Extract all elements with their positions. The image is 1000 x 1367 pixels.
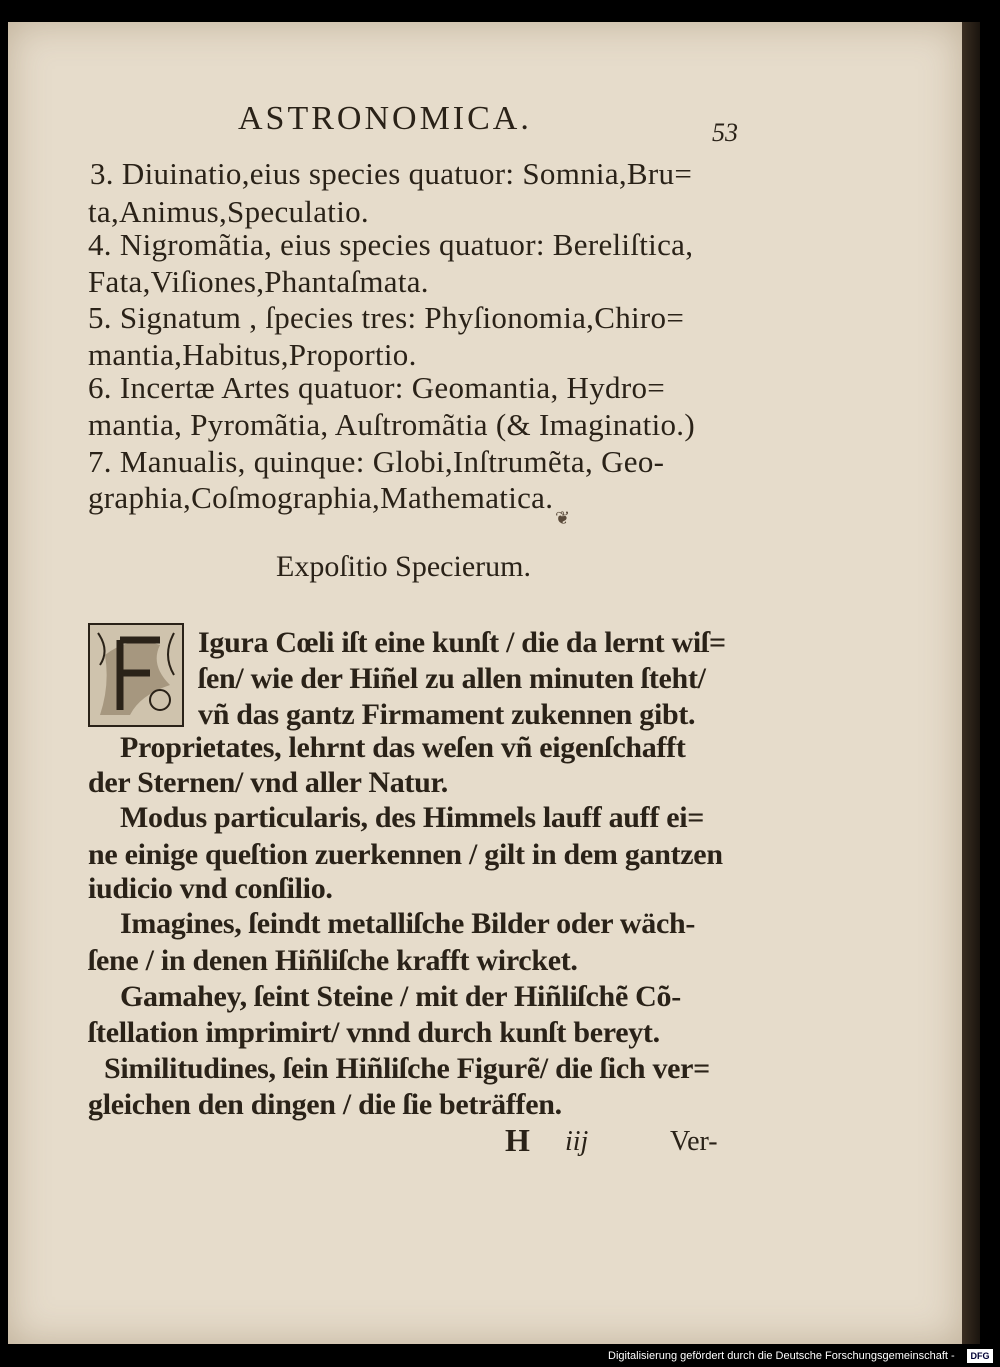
signature-number: iij — [565, 1126, 589, 1157]
decorated-initial-f-icon — [88, 623, 184, 727]
text-line: iudicio vnd conſilio. — [88, 872, 333, 905]
text-line: 4. Nigromãtia, eius species quatuor: Bereliſtica, — [88, 227, 694, 262]
text-line: mantia,Habitus,Proportio. — [88, 337, 417, 372]
text-line: Modus particularis, des Himmels lauff auff ei= — [120, 801, 705, 834]
catchword: Ver- — [670, 1126, 718, 1157]
dfg-logo: DFG — [967, 1349, 993, 1363]
book-spine — [962, 22, 980, 1344]
text-line: 7. Manualis, quinque: Globi,Inſtrumẽta, Geo- — [88, 444, 665, 479]
text-line: der Sternen/ vnd aller Natur. — [88, 766, 448, 799]
running-header-title: ASTRONOMICA. — [238, 100, 532, 137]
footer-credit: Digitalisierung gefördert durch die Deutsche Forschungsgemeinschaft - — [608, 1350, 955, 1362]
text-line: gleichen den dingen / die ſie beträffen. — [88, 1088, 562, 1121]
text-line: mantia, Pyromãtia, Auſtromãtia (& Imaginatio.) — [88, 407, 695, 442]
folio-number: 53 — [712, 118, 738, 147]
text-line: Fata,Viſiones,Phantaſmata. — [88, 264, 429, 299]
text-line: ta,Animus,Speculatio. — [88, 194, 369, 229]
text-line: graphia,Coſmographia,Mathematica. — [88, 480, 554, 515]
text-line: Gamahey, ſeint Steine / mit der Hiñliſchẽ Cõ- — [120, 980, 681, 1013]
section-heading: Expoſitio Specierum. — [276, 550, 531, 583]
text-line: Imagines, ſeindt metalliſche Bilder oder wäch- — [120, 907, 696, 940]
text-line: ſene / in denen Hiñliſche krafft wircket. — [88, 944, 578, 977]
text-line: ne einige queſtion zuerkennen / gilt in dem gantzen — [88, 838, 723, 871]
text-line: ſen/ wie der Hiñel zu allen minuten ſteht/ — [198, 662, 706, 695]
text-line: vñ das gantz Firmament zukennen gibt. — [198, 698, 696, 731]
text-line: Igura Cœli iſt eine kunſt / die da lernt wiſ= — [198, 626, 726, 659]
ornament-icon: ❦ — [555, 508, 571, 528]
text-line: 3. Diuinatio,eius species quatuor: Somnia,Bru= — [90, 156, 693, 191]
signature-mark: H — [505, 1122, 530, 1158]
text-line: 5. Signatum , ſpecies tres: Phyſionomia,Chiro= — [88, 300, 685, 335]
text-line: Proprietates, lehrnt das weſen vñ eigenſchafft — [120, 731, 686, 764]
text-line: 6. Incertæ Artes quatuor: Geomantia, Hydro= — [88, 370, 666, 405]
text-line: Similitudines, ſein Hiñliſche Figurẽ/ die ſich ver= — [104, 1052, 710, 1085]
text-line: ſtellation imprimirt/ vnnd durch kunſt bereyt. — [88, 1016, 660, 1049]
